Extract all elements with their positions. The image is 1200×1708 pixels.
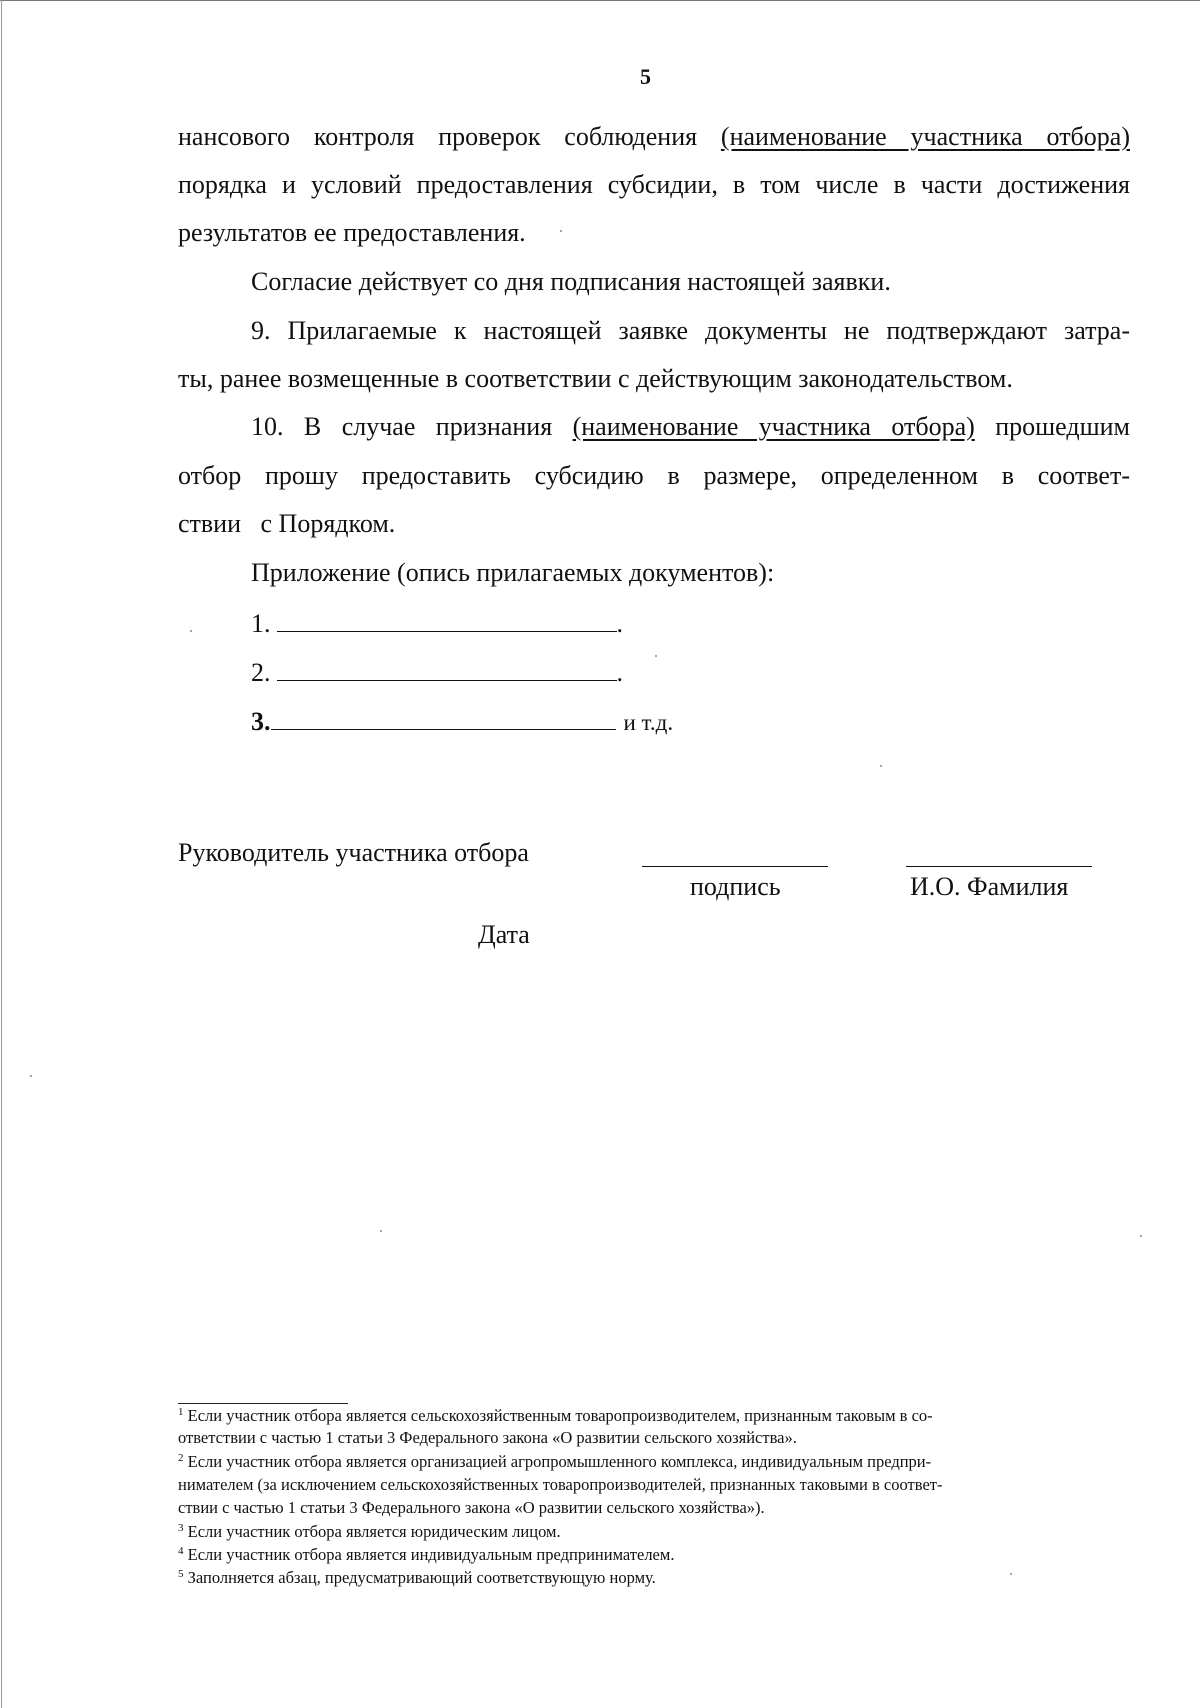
- placeholder-participant-name: (наименование участника отбора): [720, 122, 1130, 151]
- footnote-2-marker: 2: [178, 1452, 184, 1464]
- signature-line: [642, 866, 828, 867]
- footnote-5: [178, 1567, 656, 1589]
- item-10-line-2: отбор прошу предоставить субсидию в размере, определенном в соответ-: [178, 461, 1130, 490]
- body-line-2: порядка и условий предоставления субсидии, в том числе в части достижения: [178, 170, 1130, 199]
- attachment-item-1-end: .: [616, 609, 623, 638]
- footnote-3-text: Если участник отбора является юридическим лицом.: [187, 1522, 561, 1541]
- footnote-4-text: Если участник отбора является индивидуальным предпринимателем.: [187, 1545, 675, 1564]
- attachment-item-1-blank: [277, 607, 617, 632]
- footnote-4-marker: 4: [178, 1545, 184, 1557]
- footnote-3-marker: 3: [178, 1522, 184, 1534]
- placeholder-participant-name-2: (наименование участника отбора): [572, 412, 975, 441]
- top-scan-border: [0, 0, 1200, 1]
- item-10-text-b: прошедшим: [974, 412, 1130, 441]
- footnote-1-marker: 1: [178, 1406, 184, 1418]
- footnote-1-line-2: ответствии с частью 1 статьи 3 Федерального закона «О развитии сельского хозяйства».: [178, 1428, 797, 1447]
- signature-caption: подпись: [690, 872, 781, 901]
- signatory-role: Руководитель участника отбора: [178, 838, 529, 867]
- scan-speck: [655, 655, 657, 657]
- name-line: [906, 866, 1092, 867]
- scan-speck: [880, 765, 882, 767]
- attachment-item-2-number: 2.: [251, 658, 271, 687]
- attachment-item-1-number: 1.: [251, 609, 271, 638]
- footnote-2-line-3: ствии с частью 1 статьи 3 Федерального закона «О развитии сельского хозяйства»).: [178, 1498, 765, 1517]
- attachment-item-1: [251, 607, 623, 639]
- attachment-item-3-blank: [271, 705, 616, 730]
- body-line-1: [178, 122, 1130, 152]
- attachment-heading: Приложение (опись прилагаемых документов):: [251, 558, 775, 587]
- item-9-line-2: ты, ранее возмещенные в соответствии с действующим законодательством.: [178, 364, 1013, 393]
- page-number: 5: [640, 64, 651, 89]
- item-10-line-3: ствии с Порядком.: [178, 509, 396, 538]
- scan-speck: [380, 1230, 382, 1232]
- body-line-1-text: нансового контроля проверок соблюдения: [178, 122, 721, 151]
- attachment-item-3-number: 3.: [251, 707, 271, 736]
- footnote-5-marker: 5: [178, 1568, 184, 1580]
- scan-speck: [560, 230, 562, 232]
- item-10-line-1: [251, 412, 1130, 442]
- footnote-1-line-1: [178, 1405, 933, 1427]
- scan-speck: [30, 1075, 32, 1077]
- footnote-2-line-1: [178, 1451, 931, 1473]
- footnote-1-text: Если участник отбора является сельскохозяйственным товаропроизводителем, признанным таковым в со-: [187, 1406, 933, 1425]
- date-label: Дата: [478, 920, 530, 949]
- scan-speck: [190, 630, 192, 632]
- footnote-separator: [178, 1403, 348, 1404]
- footnote-5-text: Заполняется абзац, предусматривающий соответствующую норму.: [187, 1568, 656, 1587]
- footnote-3: [178, 1521, 561, 1543]
- attachment-item-2-blank: [277, 656, 617, 681]
- attachment-item-3: [251, 705, 673, 738]
- name-caption: И.О. Фамилия: [910, 872, 1069, 901]
- footnote-2-text: Если участник отбора является организацией агропромышленного комплекса, индивидуальным предпри-: [187, 1452, 932, 1471]
- item-9-line-1: 9. Прилагаемые к настоящей заявке документы не подтверждают затра-: [251, 316, 1130, 345]
- scan-speck: [1140, 1235, 1142, 1237]
- footnote-4: [178, 1544, 674, 1566]
- item-10-text-a: 10. В случае признания: [251, 412, 573, 441]
- attachment-item-2-end: .: [616, 658, 623, 687]
- scan-speck: [1010, 1573, 1012, 1575]
- consent-paragraph: Согласие действует со дня подписания настоящей заявки.: [251, 267, 891, 296]
- body-line-3: результатов ее предоставления.: [178, 218, 526, 247]
- footnote-2-line-2: нимателем (за исключением сельскохозяйственных товаропроизводителей, признанных таковыми в соответ-: [178, 1475, 943, 1494]
- attachment-item-3-end: и т.д.: [623, 710, 674, 735]
- left-scan-border: [1, 0, 2, 1708]
- attachment-item-2: [251, 656, 623, 688]
